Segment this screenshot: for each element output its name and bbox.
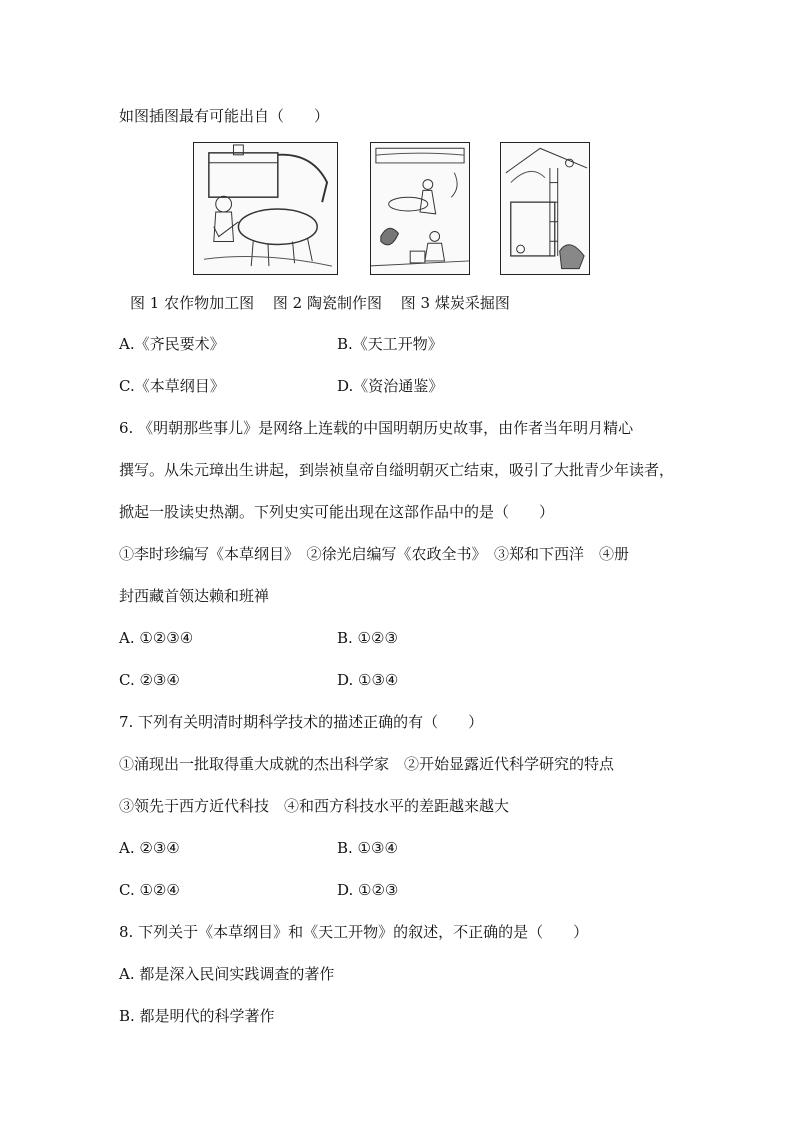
q6-stem-line-1: 6. 《明朝那些事儿》是网络上连载的中国明朝历史故事，由作者当年明月精心 — [119, 419, 634, 437]
figure-1-caption: 图 1 农作物加工图 — [130, 294, 255, 312]
q5-option-d: D.《资治通鉴》 — [337, 377, 444, 395]
q6-option-b: B. ①②③ — [337, 629, 398, 647]
q7-option-a: A. ②③④ — [119, 839, 180, 857]
q7-stem: 7. 下列有关明清时期科学技术的描述正确的有（ ） — [119, 713, 484, 731]
q7-items-line-2: ③领先于西方近代科技 ④和西方科技水平的差距越来越大 — [119, 797, 510, 815]
figure-captions — [130, 292, 524, 313]
q8-option-b: B. 都是明代的科学著作 — [119, 1007, 275, 1025]
ox-mill-drawing — [194, 143, 337, 274]
q6-items-line-1: ①李时珍编写《本草纲目》 ②徐光启编写《农政全书》 ③郑和下西洋 ④册 — [119, 545, 630, 563]
q7-items-line-1: ①涌现出一批取得重大成就的杰出科学家 ②开始显露近代科学研究的特点 — [119, 755, 615, 773]
pottery-workshop-drawing — [371, 143, 469, 274]
q5-option-b: B.《天工开物》 — [337, 335, 443, 353]
q5-option-c: C.《本草纲目》 — [119, 377, 225, 395]
q7-option-d: D. ①②③ — [337, 881, 399, 899]
figure-1-crop-processing-illustration — [193, 142, 338, 275]
q6-option-d: D. ①③④ — [337, 671, 399, 689]
figure-2-caption: 图 2 陶瓷制作图 — [272, 294, 382, 312]
q6-stem-line-2: 撰写。从朱元璋出生讲起，到崇祯皇帝自缢明朝灭亡结束，吸引了大批青少年读者， — [119, 461, 675, 479]
q6-stem-line-3: 掀起一股读史热潮。下列史实可能出现在这部作品中的是（ ） — [119, 503, 555, 521]
q7-option-b: B. ①③④ — [337, 839, 398, 857]
q8-stem: 8. 下列关于《本草纲目》和《天工开物》的叙述，不正确的是（ ） — [119, 923, 589, 941]
q6-option-c: C. ②③④ — [119, 671, 180, 689]
figure-3-coal-mining-illustration — [500, 142, 590, 275]
coal-mine-drawing — [501, 143, 589, 274]
q8-option-a: A. 都是深入民间实践调查的著作 — [119, 965, 335, 983]
q5-stem: 如图插图最有可能出自（ ） — [119, 107, 330, 125]
figure-3-caption: 图 3 煤炭采掘图 — [400, 294, 510, 312]
q6-option-a: A. ①②③④ — [119, 629, 194, 647]
q5-option-a: A.《齐民要术》 — [119, 335, 225, 353]
q6-items-line-2: 封西藏首领达赖和班禅 — [119, 587, 270, 605]
q7-option-c: C. ①②④ — [119, 881, 180, 899]
figure-2-ceramic-making-illustration — [370, 142, 470, 275]
